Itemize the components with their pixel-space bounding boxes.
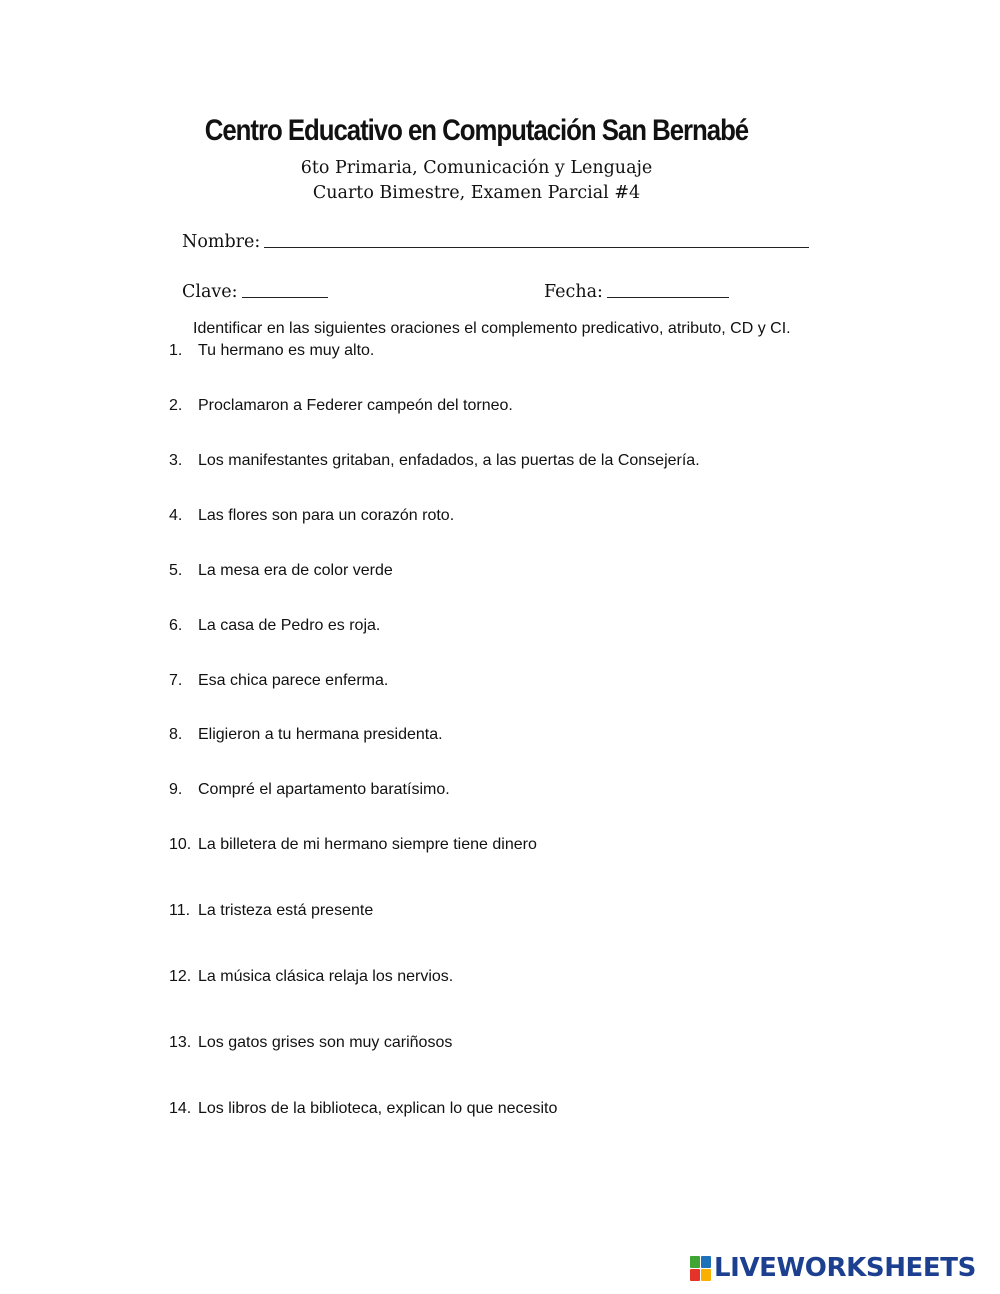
logo-square bbox=[690, 1269, 700, 1281]
logo-square bbox=[690, 1256, 700, 1268]
item-text: Esa chica parece enferma. bbox=[198, 672, 389, 689]
logo-text: LIVEWORKSHEETS bbox=[714, 1253, 976, 1283]
nombre-field[interactable] bbox=[182, 232, 809, 252]
item-number: 6. bbox=[169, 617, 183, 634]
school-title: Centro Educativo en Computación San Bernabé bbox=[204, 114, 749, 147]
list-item bbox=[169, 617, 380, 635]
item-number: 5. bbox=[169, 562, 183, 579]
item-number: 4. bbox=[169, 507, 183, 524]
item-number: 12. bbox=[169, 968, 192, 985]
item-text: Proclamaron a Federer campeón del torneo. bbox=[198, 397, 513, 414]
item-text: Los gatos grises son muy cariñosos bbox=[198, 1034, 453, 1051]
list-item bbox=[169, 342, 374, 360]
list-item bbox=[169, 562, 393, 580]
item-text: Las flores son para un corazón roto. bbox=[198, 507, 455, 524]
nombre-label: Nombre: bbox=[182, 232, 261, 252]
list-item bbox=[169, 672, 388, 690]
logo-square bbox=[701, 1269, 711, 1281]
nombre-blank[interactable] bbox=[264, 246, 809, 248]
item-text: Tu hermano es muy alto. bbox=[198, 342, 375, 359]
list-item bbox=[169, 397, 513, 415]
instructions: Identificar en las siguientes oraciones el complemento predicativo, atributo, CD y CI. bbox=[193, 320, 791, 337]
list-item bbox=[169, 452, 700, 470]
logo-mark-icon bbox=[690, 1256, 711, 1281]
item-number: 1. bbox=[169, 342, 183, 359]
item-number: 9. bbox=[169, 781, 183, 798]
logo-square bbox=[701, 1256, 711, 1268]
liveworksheets-logo bbox=[690, 1253, 976, 1283]
item-number: 8. bbox=[169, 726, 183, 743]
course-subtitle: 6to Primaria, Comunicación y Lenguaje bbox=[300, 158, 653, 178]
list-item bbox=[169, 1100, 557, 1118]
list-item bbox=[169, 968, 453, 986]
fecha-label: Fecha: bbox=[544, 282, 603, 302]
fecha-blank[interactable] bbox=[607, 296, 729, 298]
item-text: La casa de Pedro es roja. bbox=[198, 617, 381, 634]
item-text: La tristeza está presente bbox=[198, 902, 374, 919]
item-number: 10. bbox=[169, 836, 192, 853]
item-text: La música clásica relaja los nervios. bbox=[198, 968, 454, 985]
item-text: La billetera de mi hermano siempre tiene dinero bbox=[198, 836, 537, 853]
clave-label: Clave: bbox=[182, 282, 238, 302]
list-item bbox=[169, 902, 373, 920]
item-number: 14. bbox=[169, 1100, 192, 1117]
list-item bbox=[169, 1034, 452, 1052]
item-number: 11. bbox=[169, 902, 191, 919]
item-number: 2. bbox=[169, 397, 183, 414]
item-number: 7. bbox=[169, 672, 183, 689]
item-text: Eligieron a tu hermana presidenta. bbox=[198, 726, 443, 743]
list-item bbox=[169, 781, 450, 799]
clave-field[interactable] bbox=[182, 282, 328, 302]
item-text: Los libros de la biblioteca, explican lo que necesito bbox=[198, 1100, 558, 1117]
item-number: 13. bbox=[169, 1034, 192, 1051]
item-number: 3. bbox=[169, 452, 183, 469]
exam-subtitle: Cuarto Bimestre, Examen Parcial #4 bbox=[312, 183, 641, 203]
item-text: Compré el apartamento baratísimo. bbox=[198, 781, 450, 798]
list-item bbox=[169, 507, 454, 525]
clave-blank[interactable] bbox=[242, 296, 328, 298]
list-item bbox=[169, 726, 443, 744]
list-item bbox=[169, 836, 537, 854]
fecha-field[interactable] bbox=[544, 282, 729, 302]
item-text: La mesa era de color verde bbox=[198, 562, 393, 579]
item-text: Los manifestantes gritaban, enfadados, a las puertas de la Consejería. bbox=[198, 452, 700, 469]
